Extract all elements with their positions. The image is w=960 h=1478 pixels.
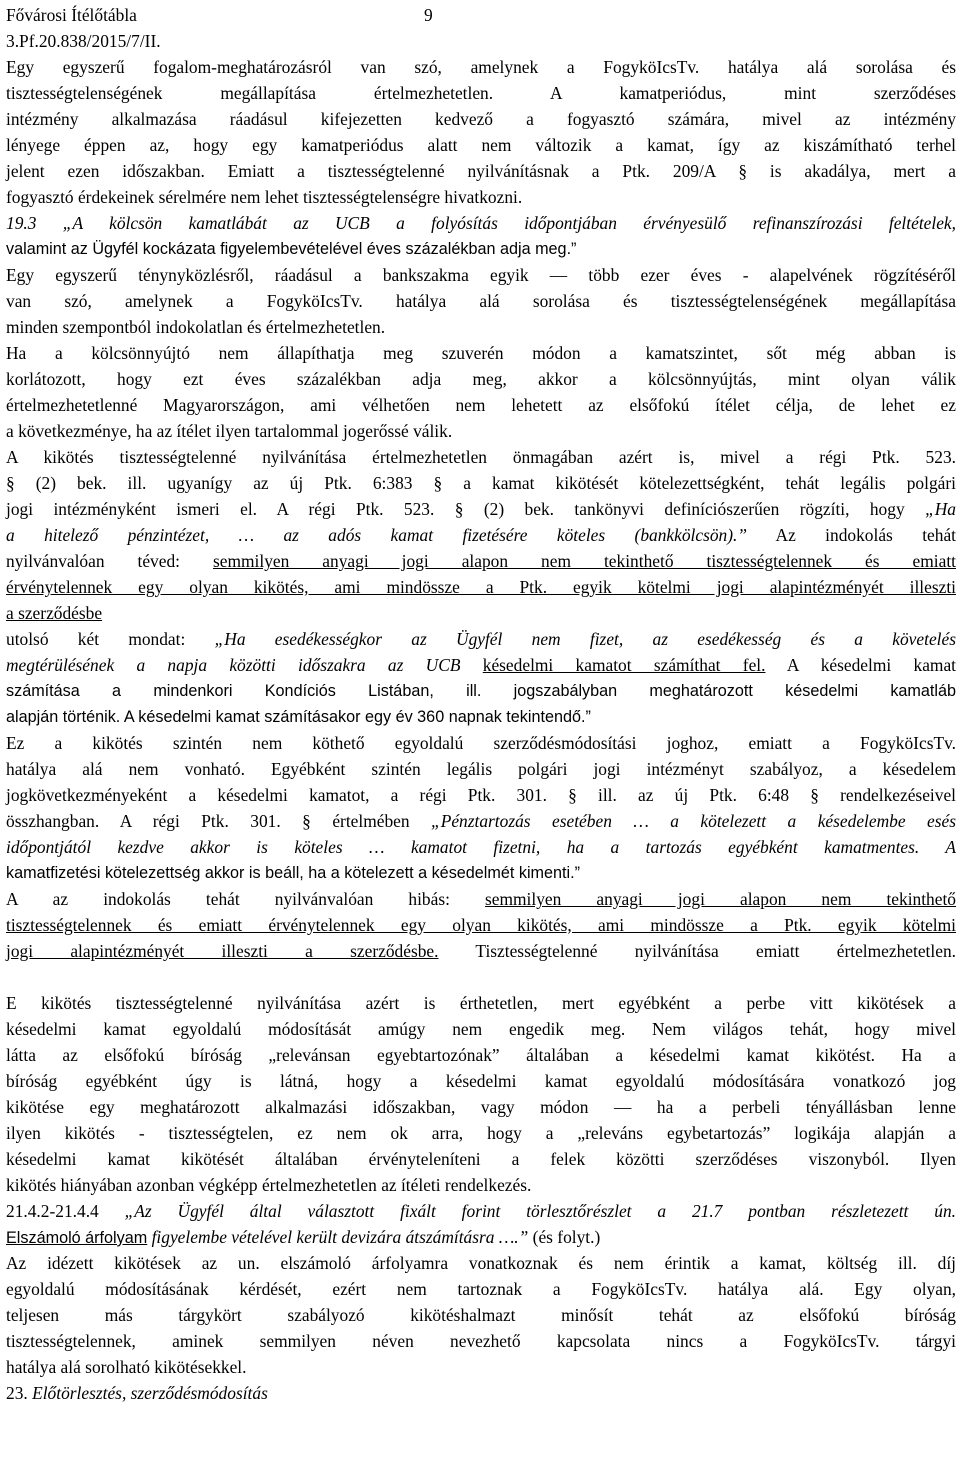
quote-span: figyelembe vételével került devizára átszámításra ….” <box>147 1227 529 1247</box>
quote-span: „Ha esedékességkor az Ügyfél nem fizet, az esedékesség és a követelés <box>214 629 956 649</box>
text-line: E kikötés tisztességtelenné nyilvánítása azért is érthetetlen, mert egyébként a perbe vitt kikötések a <box>6 993 956 1013</box>
quote-line: valamint az Ügyfél kockázata figyelembevételével éves százalékban adja meg.” <box>6 240 577 258</box>
underlined-span: Elszámoló árfolyam <box>6 1229 148 1247</box>
underlined-span: semmilyen anyagi jogi alapon nem tekinthető tisztességtelennek és emiatt <box>213 551 956 571</box>
text-span: A az indokolás tehát nyilvánvalóan hibás: <box>6 889 486 909</box>
text-line <box>6 888 956 910</box>
underlined-span: jogi alapintézményét illeszti a szerződésbe. <box>6 941 439 961</box>
quote-span: megtérülésének a napja közötti időszakra az UCB <box>6 655 483 675</box>
text-span: jogi intézményként ismeri el. A régi Ptk. 523. § (2) bek. tankönyvi definíciószerűen rögzíti, hogy <box>6 499 926 519</box>
text-line <box>6 628 956 650</box>
text-line: jogkövetkezményeként a késedelmi kamatot, a régi Ptk. 301. § ill. az új Ptk. 6:48 § rendelkezéseivel <box>6 785 956 805</box>
text-span: Tisztességtelenné nyilvánítása emiatt értelmezhetetlen. <box>438 941 956 961</box>
text-line: Az idézett kikötések az un. elszámoló árfolyamra vonatkoznak és nem érintik a kamat, költség ill. díj <box>6 1253 956 1273</box>
case-number: 3.Pf.20.838/2015/7/II. <box>6 31 161 51</box>
text-span: utolsó két mondat: <box>6 629 215 649</box>
underlined-line: érvénytelennek egy olyan kikötés, ami mindössze a Ptk. egyik kötelmi jogi alapintézményét illeszti <box>6 577 956 597</box>
text-span: Az indokolás tehát <box>747 525 956 545</box>
text-line: értelmezhetetlenné Magyarországon, ami vélhetően nem lehetett az elsőfokú ítélet célja, de lehet ez <box>6 395 956 415</box>
page-number: 9 <box>424 5 433 25</box>
quote-line: kamatfizetési kötelezettség akkor is beáll, ha a kötelezett a késedelmét kimenti.” <box>6 864 581 882</box>
text-line: látta az elsőfokú bíróság „relevánsan egyebtartozónak” általában a késedelmi kamat kikötést. Ha a <box>6 1045 956 1065</box>
quote-line: alapján történik. A késedelmi kamat számításakor egy év 360 napnak tekintendő.” <box>6 708 591 726</box>
underlined-span: késedelmi kamatot számíthat fel. <box>482 655 766 675</box>
quote-line: 19.3 „A kölcsön kamatlábát az UCB a folyósítás időpontjában érvényesülő refinanszírozási feltételek, <box>6 213 956 233</box>
text-line: fogyasztó érdekeinek sérelmére nem lehet tisztességtelenségre hivatkozni. <box>6 187 523 207</box>
text-line <box>6 1200 956 1222</box>
text-line <box>6 498 956 520</box>
text-line: tisztességtelenségének megállapítása értelmezhetetlen. A kamatperiódus, mint szerződéses <box>6 83 956 103</box>
text-span: (és folyt.) <box>528 1227 601 1247</box>
court-name: Fővárosi Ítélőtábla <box>6 5 137 25</box>
section-number: 23. <box>6 1383 33 1403</box>
section-title: Előtörlesztés, szerződésmódosítás <box>32 1383 268 1403</box>
underlined-line: tisztességtelennek és emiatt érvénytelennek egy olyan kikötés, ami mindössze a Ptk. egyik kötelmi <box>6 915 956 935</box>
text-line: minden szempontból indokolatlan és értelmezhetetlen. <box>6 317 386 337</box>
text-line: intézmény alkalmazása ráadásul kifejezetten kedvező a fogyasztó számára, mivel az intézmény <box>6 109 956 129</box>
text-span: összhangban. A régi Ptk. 301. § értelmében <box>6 811 432 831</box>
text-line: Egy egyszerű ténynyközlésről, ráadásul a bankszakma egyik — több ezer éves - alapelvének rögzítéséről <box>6 265 956 285</box>
text-line: kikötése egy meghatározott alkalmazási időszakban, vagy módon — ha a perbeli tényállásban lenne <box>6 1097 956 1117</box>
section-heading <box>6 1382 956 1404</box>
text-line: késedelmi kamat kikötését általában érvényteleníteni a felek közötti szerződéses viszonyból. Ilyen <box>6 1149 956 1169</box>
text-line: lényege éppen az, hogy egy kamatperiódus alatt nem változik a kamat, így az kiszámítható terhel <box>6 135 956 155</box>
text-line: § (2) bek. ill. ugyanígy az új Ptk. 6:383 § a kamat kikötését kötelezettségként, tehát legális polgári <box>6 473 956 493</box>
text-line <box>6 654 956 676</box>
text-line: korlátozott, hogy ezt éves százalékban adja meg, akkor a kölcsönnyújtás, mint olyan válik <box>6 369 956 389</box>
text-line: teljesen más tárgykört szabályozó kikötéshalmazt minősít tehát az elsőfokú bíróság <box>6 1305 956 1325</box>
text-line <box>6 1226 956 1248</box>
text-line: van szó, amelynek a FogyköIcsTv. hatálya alá sorolása és tisztességtelenségének megállapítása <box>6 291 956 311</box>
text-line <box>6 940 956 962</box>
text-line <box>6 550 956 572</box>
underlined-span: semmilyen anyagi jogi alapon nem tekinthető <box>485 889 956 909</box>
text-line <box>6 810 956 832</box>
quote-span: a hitelező pénzintézet, … az adós kamat fizetésére köteles (bankkölcsön).” <box>6 525 748 545</box>
text-line: jelent ezen időszakban. Emiatt a tisztességtelenné nyilvánításnak a Ptk. 209/A § is akadálya, mert a <box>6 161 956 181</box>
quote-span: „Pénztartozás esetében … a kötelezett a késedelembe esés <box>431 811 956 831</box>
text-line: hatálya alá nem vonható. Egyébként szintén legális polgári jogi intézményt szabályoz, a késedelem <box>6 759 956 779</box>
text-span: nyilvánvalóan téved: <box>6 551 213 571</box>
text-line <box>6 524 956 546</box>
text-line: A kikötés tisztességtelenné nyilvánítása értelmezhetetlen önmagában azért is, mivel a régi Ptk. 523. <box>6 447 956 467</box>
quote-line: számítása a mindenkori Kondíciós Listában, ill. jogszabályban meghatározott késedelmi kamatláb <box>6 682 956 700</box>
text-line: Egy egyszerű fogalom-meghatározásról van szó, amelynek a FogyköIcsTv. hatálya alá sorolása és <box>6 57 956 77</box>
text-line: tisztességtelennek, aminek semmilyen néven nevezhető kapcsolata nincs a FogyköIcsTv. tárgyi <box>6 1331 956 1351</box>
text-line: egyoldalú módosításának kérdését, ezért nem tartoznak a FogyköIcsTv. hatálya alá. Egy olyan, <box>6 1279 956 1299</box>
text-line: hatálya alá sorolható kikötésekkel. <box>6 1357 247 1377</box>
quote-line: időpontjától kezdve akkor is köteles … kamatot fizetni, ha a tartozás egyébként kamatmentes. A <box>6 837 956 857</box>
text-line: Ha a kölcsönnyújtó nem állapíthatja meg szuverén módon a kamatszintet, sőt még abban is <box>6 343 956 363</box>
text-line: a következménye, ha az ítélet ilyen tartalommal jogerőssé válik. <box>6 421 453 441</box>
text-line: kikötés hiányában azonban végképp értelmezhetetlen az ítéleti rendelkezés. <box>6 1175 532 1195</box>
text-span: 21.4.2-21.4.4 <box>6 1201 125 1221</box>
quote-span: „Ha <box>925 499 956 519</box>
text-line: bíróság egyébként úgy is látná, hogy a késedelmi kamat egyoldalú módosítására vonatkozó jog <box>6 1071 956 1091</box>
text-line: késedelmi kamat egyoldalú módosítását amúgy nem engedik meg. Nem világos tehát, hogy mivel <box>6 1019 956 1039</box>
underlined-line: a szerződésbe <box>6 603 103 623</box>
text-span: A késedelmi kamat <box>765 655 956 675</box>
text-line: ilyen kikötés - tisztességtelen, ez nem ok arra, hogy a „releváns egybetartozás” logikája alapján a <box>6 1123 956 1143</box>
text-line: Ez a kikötés szintén nem köthető egyoldalú szerződésmódosítási joghoz, emiatt a FogyköIcsTv. <box>6 733 956 753</box>
quote-span: „Az Ügyfél által választott fixált forint törlesztőrészlet a 21.7 pontban részletezett ún. <box>124 1201 956 1221</box>
